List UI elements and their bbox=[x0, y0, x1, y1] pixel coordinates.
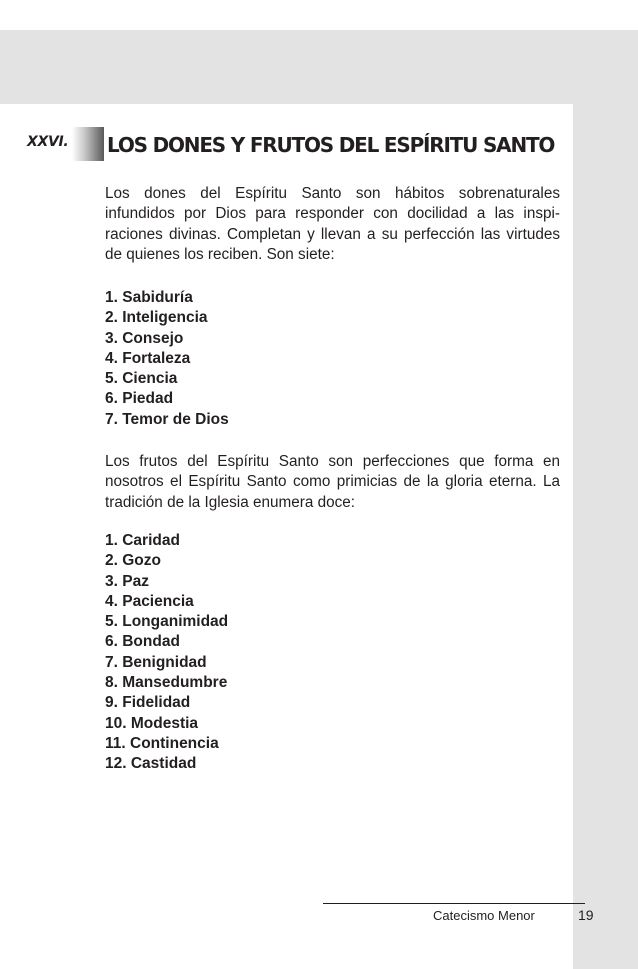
list-item: 3. Paz bbox=[105, 572, 149, 590]
page-number: 19 bbox=[578, 907, 594, 923]
list-item: 10. Modestia bbox=[105, 714, 199, 732]
page-title: LOS DONES Y FRUTOS DEL ESPÍRITU SANTO bbox=[107, 133, 555, 157]
list-item: 2. Gozo bbox=[105, 552, 161, 570]
list-item: 1. Sabiduría bbox=[105, 289, 193, 306]
list-item: 2. Inteligencia bbox=[105, 309, 208, 327]
list-item: 12. Castidad bbox=[105, 755, 197, 773]
fruits-list bbox=[105, 531, 228, 775]
chapter-number: XXVI. bbox=[27, 134, 69, 150]
list-item: 4. Fortaleza bbox=[105, 349, 191, 367]
right-margin-band bbox=[573, 104, 638, 969]
list-item: 6. Bondad bbox=[105, 633, 180, 651]
gifts-intro-paragraph: Los dones del Espíritu Santo son hábitos sobrenaturales infundidos por Dios para responder con docilidad a las inspiraciones divinas. Completan y llevan a su perfección las virtudes de quienes los reciben. Son siete: bbox=[105, 185, 560, 263]
title-gradient-bar bbox=[72, 127, 104, 161]
list-item: 7. Temor de Dios bbox=[105, 410, 229, 428]
list-item: 7. Benignidad bbox=[105, 653, 207, 671]
list-item: 6. Piedad bbox=[105, 390, 174, 408]
list-item: 5. Longanimidad bbox=[105, 613, 229, 631]
list-item: 3. Consejo bbox=[105, 329, 184, 347]
list-item: 11. Continencia bbox=[105, 734, 219, 752]
fruits-intro-paragraph: Los frutos del Espíritu Santo son perfecciones que forma en nosotros el Espíritu Santo como primicias de la gloria eterna. La tradición de la Iglesia enumera doce: bbox=[105, 453, 560, 511]
list-item: 1. Caridad bbox=[105, 532, 180, 549]
top-margin-band bbox=[0, 30, 638, 104]
list-item: 8. Mansedumbre bbox=[105, 674, 228, 692]
list-item: 5. Ciencia bbox=[105, 370, 178, 388]
footer-book-title: Catecismo Menor bbox=[433, 908, 535, 923]
list-item: 9. Fidelidad bbox=[105, 694, 191, 712]
list-item: 4. Paciencia bbox=[105, 592, 194, 610]
gifts-list bbox=[105, 288, 229, 430]
footer-rule bbox=[323, 903, 585, 904]
